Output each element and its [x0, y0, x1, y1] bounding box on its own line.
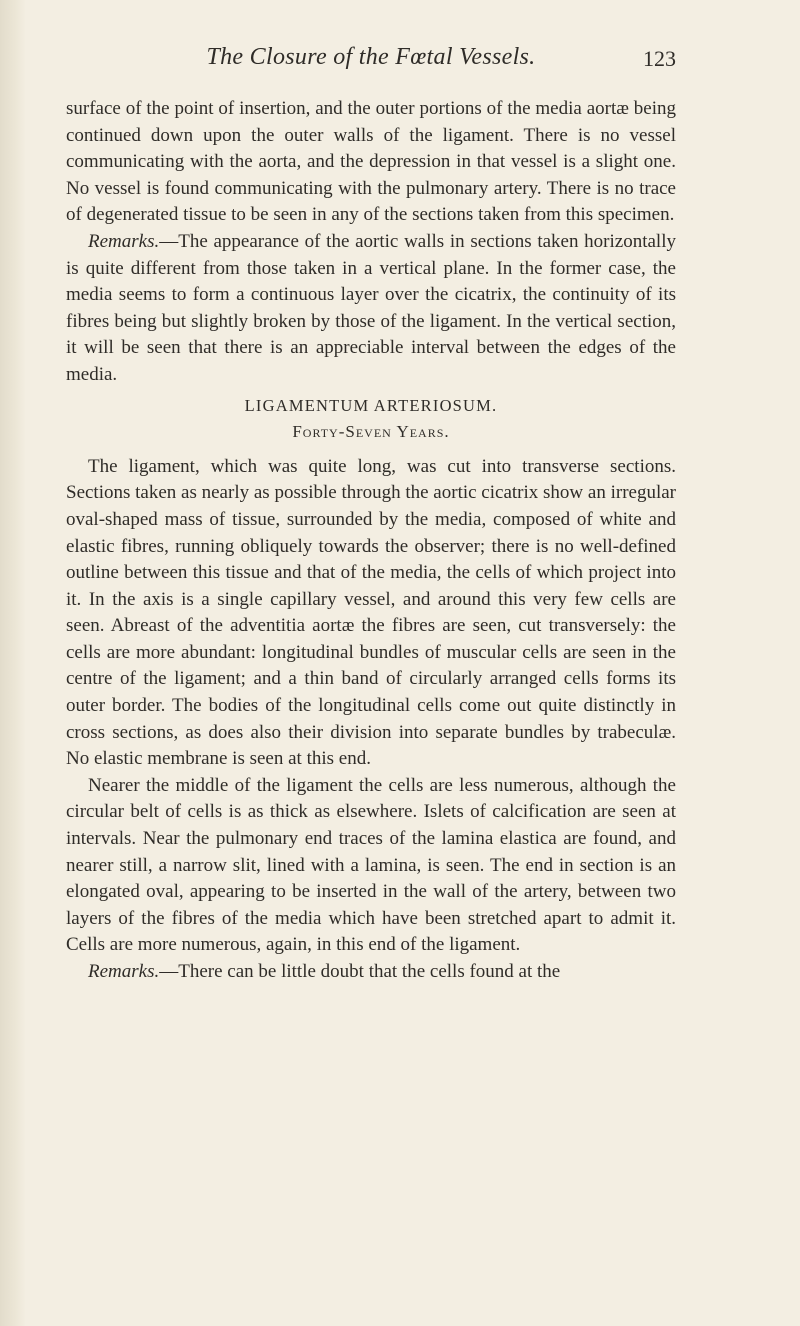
- remarks-paragraph-1: [66, 229, 676, 389]
- running-title: The Closure of the Fœtal Vessels.: [206, 44, 536, 70]
- remarks-paragraph-2: [66, 959, 676, 986]
- running-head: [66, 44, 676, 84]
- remarks-label: Remarks.: [88, 961, 160, 982]
- section-heading: LIGAMENTUM ARTERIOSUM.: [244, 395, 498, 415]
- remarks-text: —There can be little doubt that the cells found at the: [159, 961, 561, 982]
- paragraph-continued: surface of the point of insertion, and the outer portions of the media aortæ being continued down upon the outer walls of the ligament. There is no vessel communicating with the aorta, and the depression in that vessel is a slight one. No vessel is found communicating with the pulmonary artery. There is no trace of degenerated tissue to be seen in any of the sections taken from this specimen.: [66, 98, 676, 226]
- remarks-label: Remarks.: [88, 230, 160, 252]
- remarks-text: —The appearance of the aortic walls in sections taken horizontally is quite different from those taken in a vertical plane. In the former case, the media seems to form a continuous layer over the cicatrix, the continuity of its fibres being but slightly broken by those of the ligament. In the vertical section, it will be seen that there is an appreciable interval between the edges of the media.: [66, 230, 676, 385]
- page-binding-edge: [0, 0, 26, 1326]
- page-number: 123: [643, 46, 676, 71]
- body-text: [66, 96, 676, 986]
- paragraph-ligament: The ligament, which was quite long, was cut into transverse sections. Sections taken as nearly as possible through the aortic cicatrix show an irregular oval-shaped mass of tissue, surrounded by the media, composed of white and elastic fibres, running obliquely towards the observer; there is no well-defined outline between this tissue and that of the media, the cells of which project into it. In the axis is a single capillary vessel, and around this very few cells are seen. Abreast of the adventitia aortæ the fibres are seen, cut transversely: the cells are more abundant: longitudinal bundles of muscular cells are seen in the centre of the ligament; and a thin band of circularly arranged cells forms its outer border. The bodies of the longitudinal cells come out quite distinctly in cross sections, as does also their division into separate bundles by trabeculæ. No elastic membrane is seen at this end.: [66, 455, 676, 770]
- section-subheading: Forty-Seven Years.: [292, 422, 450, 442]
- book-page: [66, 0, 676, 1326]
- paragraph-middle: Nearer the middle of the ligament the cells are less numerous, although the circular belt of cells is as thick as elsewhere. Islets of calcification are seen at intervals. Near the pulmonary end traces of the lamina elastica are found, and nearer still, a narrow slit, lined with a lamina, is seen. The end in section is an elongated oval, appearing to be inserted in the wall of the artery, between two layers of the fibres of the media which have been stretched apart to admit it. Cells are more numerous, again, in this end of the ligament.: [66, 774, 676, 956]
